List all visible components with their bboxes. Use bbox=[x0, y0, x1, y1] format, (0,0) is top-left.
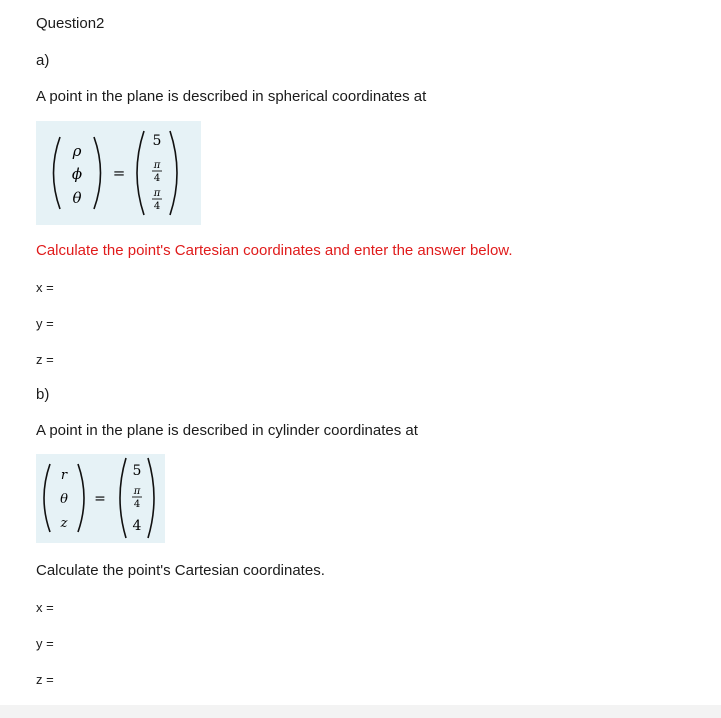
right-paren-open bbox=[137, 131, 144, 215]
part-b-cylinder-matrix bbox=[36, 454, 165, 543]
left-paren-close bbox=[94, 137, 101, 209]
left-paren-close bbox=[78, 464, 84, 532]
right-paren-close bbox=[170, 131, 177, 215]
part-a-instruction: Calculate the point's Cartesian coordinates and enter the answer below. bbox=[36, 242, 513, 259]
part-a-x-answer[interactable]: x = bbox=[36, 280, 54, 295]
part-a-label: a) bbox=[36, 52, 50, 69]
part-a-matrix-svg bbox=[36, 121, 201, 225]
question-title: Question2 bbox=[36, 15, 105, 32]
part-b-matrix-svg bbox=[36, 454, 165, 543]
part-b-y-answer[interactable]: y = bbox=[36, 636, 54, 651]
right-paren-open bbox=[120, 458, 126, 538]
part-b-instruction: Calculate the point's Cartesian coordinates. bbox=[36, 562, 325, 579]
rhs-r-value: 5 bbox=[132, 463, 142, 479]
rhs-rho-value: 5 bbox=[152, 133, 162, 149]
part-a-spherical-matrix bbox=[36, 121, 201, 225]
equals-sign: = bbox=[94, 491, 106, 507]
lhs-theta: θ bbox=[72, 189, 82, 207]
part-b-z-answer[interactable]: z = bbox=[36, 672, 54, 687]
lhs-phi: ϕ bbox=[71, 165, 83, 183]
rhs-z-value: 4 bbox=[132, 518, 142, 534]
lhs-theta: θ bbox=[60, 492, 68, 507]
rhs-theta-denominator: 4 bbox=[153, 201, 161, 212]
part-a-description: A point in the plane is described in spherical coordinates at bbox=[36, 88, 427, 105]
rhs-phi-denominator: 4 bbox=[153, 173, 161, 184]
bottom-toolbar-strip bbox=[0, 705, 721, 718]
lhs-rho: ρ bbox=[72, 142, 82, 160]
rhs-theta-numerator: π bbox=[133, 486, 141, 497]
part-a-z-answer[interactable]: z = bbox=[36, 352, 54, 367]
part-b-description: A point in the plane is described in cylinder coordinates at bbox=[36, 422, 418, 439]
lhs-z: z bbox=[60, 516, 68, 531]
left-paren-open bbox=[54, 137, 61, 209]
rhs-theta-denominator: 4 bbox=[133, 499, 141, 510]
part-a-y-answer[interactable]: y = bbox=[36, 316, 54, 331]
part-b-label: b) bbox=[36, 386, 50, 403]
rhs-phi-numerator: π bbox=[153, 160, 161, 171]
left-paren-open bbox=[44, 464, 50, 532]
equals-sign: = bbox=[112, 164, 126, 182]
part-b-x-answer[interactable]: x = bbox=[36, 600, 54, 615]
right-paren-close bbox=[148, 458, 154, 538]
lhs-r: r bbox=[60, 468, 68, 483]
rhs-theta-numerator: π bbox=[153, 188, 161, 199]
